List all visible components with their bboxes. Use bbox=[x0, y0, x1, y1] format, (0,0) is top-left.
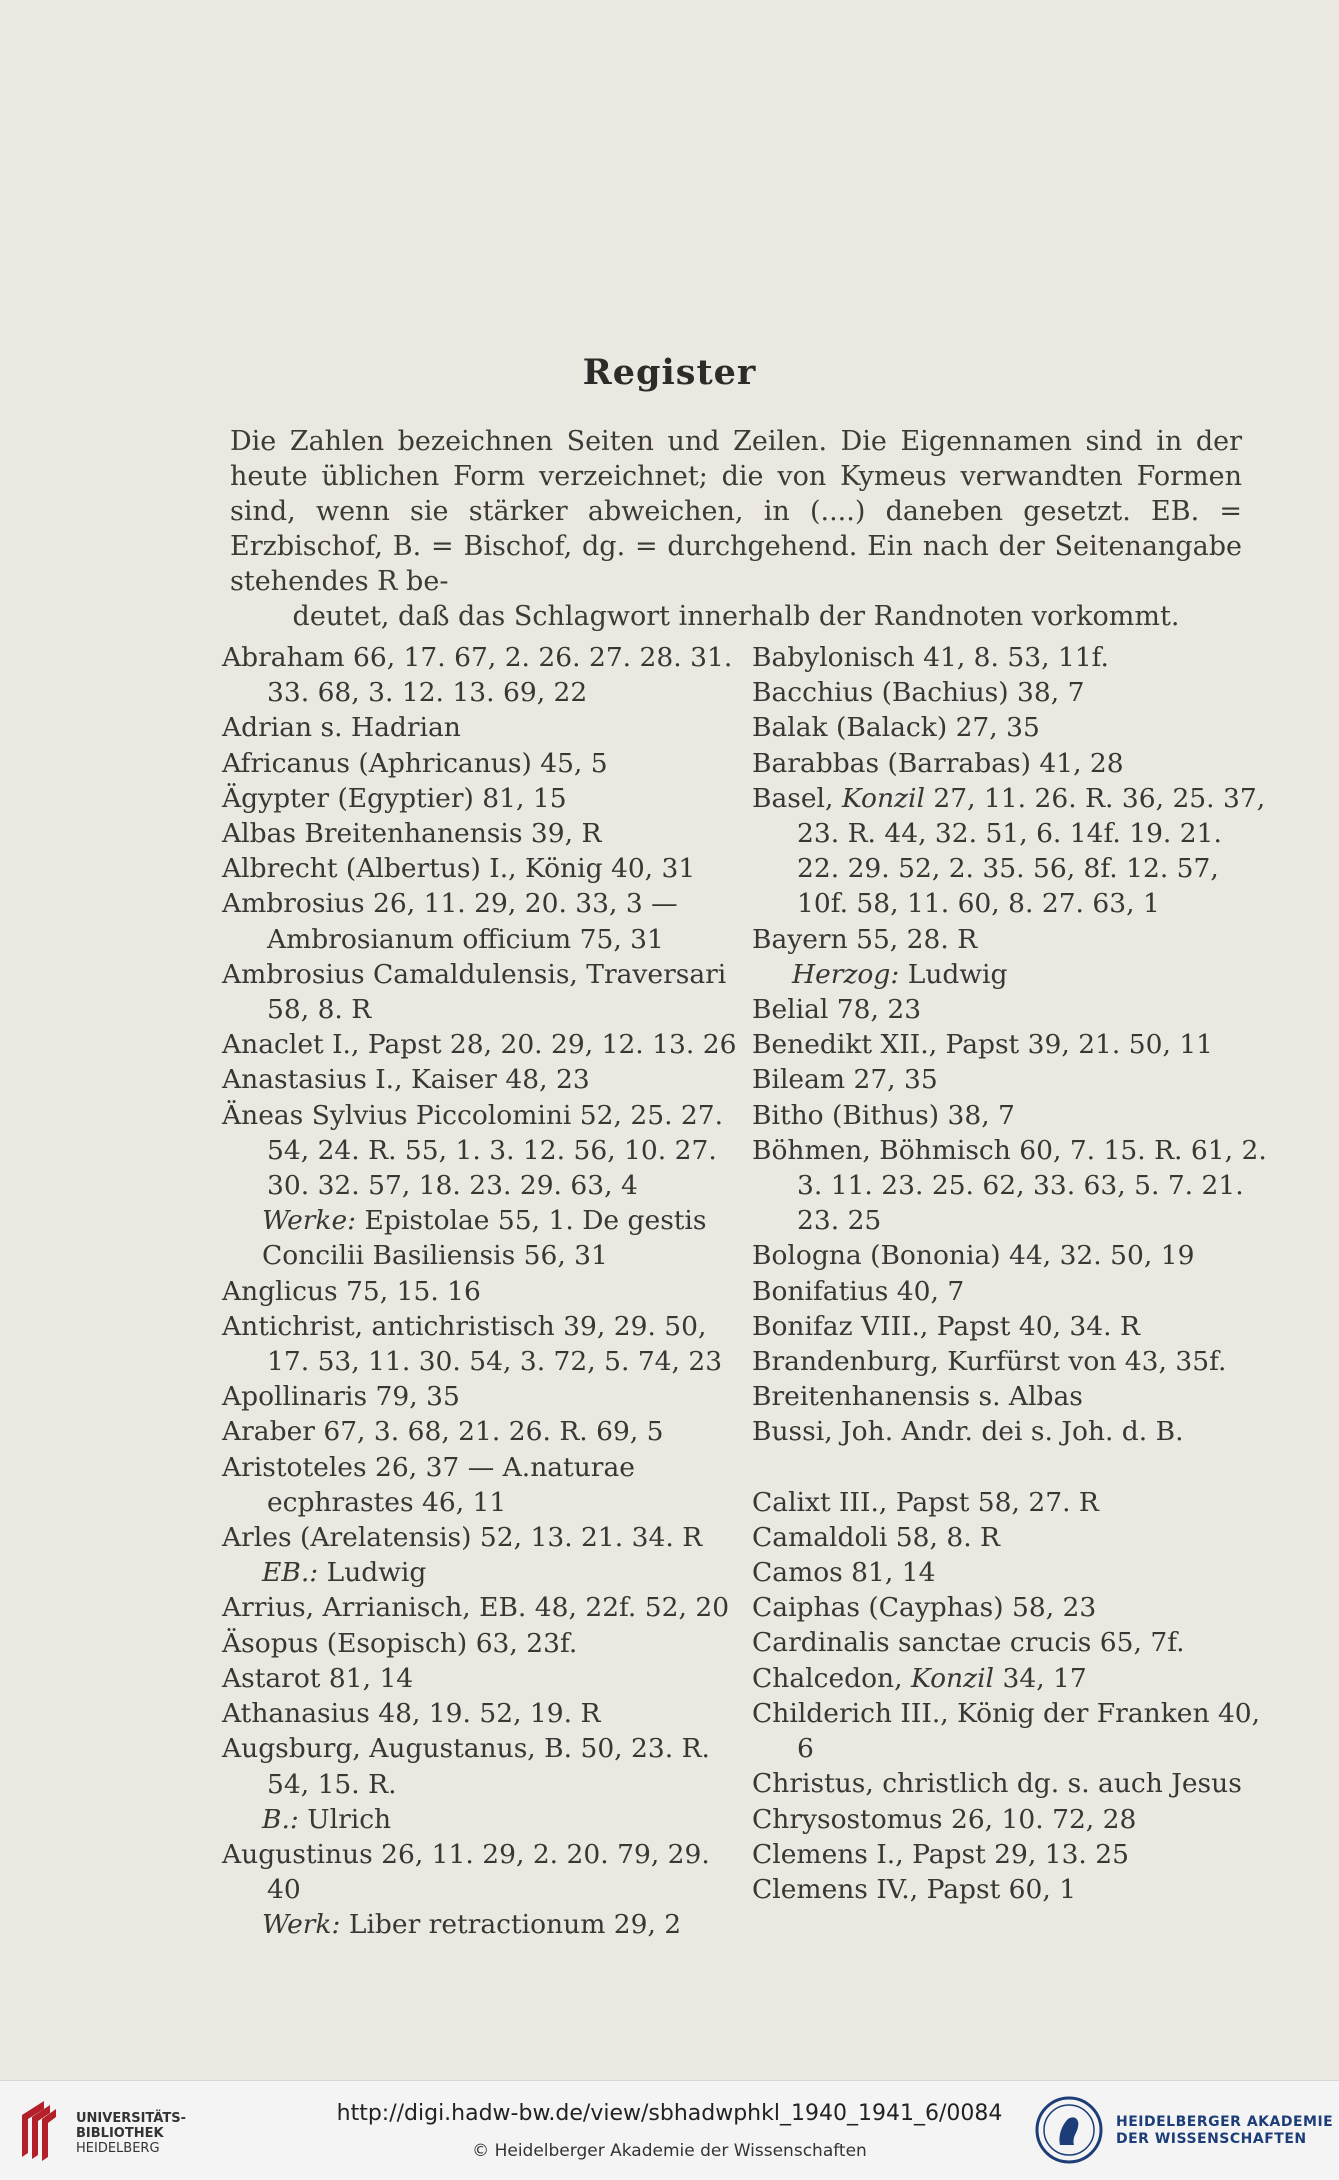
index-entry bbox=[752, 1098, 1272, 1133]
entry-label: Konzil bbox=[841, 782, 925, 814]
index-entry bbox=[752, 640, 1272, 675]
index-entry bbox=[752, 1766, 1272, 1801]
index-entry bbox=[222, 1731, 742, 1801]
library-line-3: HEIDELBERG bbox=[76, 2141, 160, 2156]
index-entry bbox=[752, 1872, 1272, 1907]
index-entry bbox=[222, 1203, 742, 1273]
entry-text: 27, 11. 26. R. 36, 25. 37, 23. R. 44, 32. 51, 6. 14f. 19. 21. 22. 29. 52, 2. 35. 56, 8f. 12. 57, 10f. 58, 11. 60, 8. 27. 63, 1 bbox=[797, 782, 1266, 920]
entry-label: Werk: bbox=[262, 1909, 341, 1941]
entry-text: Barabbas (Barrabas) 41, 28 bbox=[752, 747, 1124, 779]
entry-text: Äneas Sylvius Piccolomini 52, 25. 27. 54, 24. R. 55, 1. 3. 12. 56, 10. 27. 30. 32. 57, 18. 23. 29. 63, 4 bbox=[222, 1099, 724, 1202]
entry-text: Bitho (Bithus) 38, 7 bbox=[752, 1099, 1015, 1131]
intro-paragraph bbox=[230, 424, 1242, 634]
index-entry bbox=[222, 886, 742, 956]
index-entry bbox=[222, 1309, 742, 1379]
index-entry bbox=[222, 640, 742, 710]
entry-text: Bileam 27, 35 bbox=[752, 1064, 938, 1096]
entry-text: Anastasius I., Kaiser 48, 23 bbox=[222, 1064, 590, 1096]
index-entry bbox=[222, 1414, 742, 1449]
index-entry bbox=[752, 992, 1272, 1027]
index-entry bbox=[752, 1027, 1272, 1062]
entry-text: Bacchius (Bachius) 38, 7 bbox=[752, 677, 1085, 709]
entry-text: Benedikt XII., Papst 39, 21. 50, 11 bbox=[752, 1029, 1214, 1061]
index-entry bbox=[752, 1696, 1272, 1766]
index-entry bbox=[752, 746, 1272, 781]
index-entry bbox=[752, 1238, 1272, 1273]
index-entry bbox=[752, 1274, 1272, 1309]
academy-name bbox=[1116, 2114, 1333, 2148]
academy-line-2: DER WISSENSCHAFTEN bbox=[1116, 2131, 1307, 2147]
entry-text: Ägypter (Egyptier) 81, 15 bbox=[222, 782, 567, 814]
entry-text: Liber retractionum 29, 2 bbox=[348, 1909, 682, 1941]
index-entry bbox=[752, 1661, 1272, 1696]
index-entry bbox=[752, 1133, 1272, 1239]
index-entry bbox=[222, 1802, 742, 1837]
entry-text: Anglicus 75, 15. 16 bbox=[222, 1275, 481, 1307]
entry-text: Epistolae 55, 1. De gestis Concilii Basiliensis 56, 31 bbox=[262, 1205, 707, 1272]
index-entry bbox=[222, 1590, 742, 1625]
entry-text: Babylonisch 41, 8. 53, 11f. bbox=[752, 642, 1109, 673]
entry-text: Ulrich bbox=[307, 1803, 392, 1835]
index-entry bbox=[222, 1555, 742, 1590]
index-entry bbox=[752, 922, 1272, 957]
entry-text: Bonifaz VIII., Papst 40, 34. R bbox=[752, 1310, 1140, 1342]
index-entry bbox=[222, 1379, 742, 1414]
entry-text: 34, 17 bbox=[1002, 1662, 1087, 1694]
index-entry bbox=[222, 1696, 742, 1731]
entry-label: Herzog: bbox=[792, 958, 900, 990]
index-entry bbox=[222, 710, 742, 745]
entry-label: Konzil bbox=[911, 1662, 995, 1694]
index-entry bbox=[222, 1062, 742, 1097]
intro-text: Die Zahlen bezeichnen Seiten und Zeilen. Die Eigennamen sind in der heute üblichen Form verzeichnet; die von Kymeus verwandten Formen sind, wenn sie stärker abweichen, in (....) daneben gesetzt. EB. = Erzbischof, B. = Bischof, dg. = durchgehend. Ein nach der Seitenangabe stehendes R be- bbox=[230, 426, 1242, 597]
entry-text: Chrysostomus 26, 10. 72, 28 bbox=[752, 1803, 1137, 1835]
entry-text: Clemens I., Papst 29, 13. 25 bbox=[752, 1838, 1130, 1870]
entry-text: Augustinus 26, 11. 29, 2. 20. 79, 29. 40 bbox=[222, 1838, 710, 1906]
entry-text: Africanus (Aphricanus) 45, 5 bbox=[222, 747, 608, 779]
entry-prefix: Chalcedon, bbox=[752, 1662, 903, 1694]
index-entry bbox=[222, 816, 742, 851]
entry-label: Werke: bbox=[262, 1205, 357, 1237]
entry-text: Camaldoli 58, 8. R bbox=[752, 1521, 1000, 1553]
index-entry bbox=[752, 1309, 1272, 1344]
entry-text: Brandenburg, Kurfürst von 43, 35f. bbox=[752, 1346, 1227, 1378]
entry-text: Böhmen, Böhmisch 60, 7. 15. R. 61, 2. 3. 11. 23. 25. 62, 33. 63, 5. 7. 21. 23. 25 bbox=[752, 1134, 1267, 1237]
index-entry bbox=[222, 746, 742, 781]
index-entry bbox=[752, 1555, 1272, 1590]
entry-text: Arles (Arelatensis) 52, 13. 21. 34. R bbox=[222, 1522, 703, 1554]
footer-bar bbox=[0, 2080, 1339, 2180]
index-column-right bbox=[752, 640, 1272, 1907]
entry-text: Caiphas (Cayphas) 58, 23 bbox=[752, 1592, 1097, 1624]
index-entry bbox=[752, 1625, 1272, 1660]
entry-text: Antichrist, antichristisch 39, 29. 50, 17. 53, 11. 30. 54, 3. 72, 5. 74, 23 bbox=[222, 1310, 723, 1378]
index-entry bbox=[222, 1661, 742, 1696]
entry-text: Bologna (Bononia) 44, 32. 50, 19 bbox=[752, 1240, 1195, 1272]
library-line-2: BIBLIOTHEK bbox=[76, 2126, 164, 2141]
entry-text: Albas Breitenhanensis 39, R bbox=[222, 818, 602, 850]
index-entry bbox=[222, 1450, 742, 1520]
academy-seal-icon bbox=[1034, 2095, 1104, 2165]
intro-last-line: deutet, daß das Schlagwort innerhalb der Randnoten vorkommt. bbox=[292, 601, 1180, 632]
index-entry bbox=[752, 1802, 1272, 1837]
entry-text: Clemens IV., Papst 60, 1 bbox=[752, 1873, 1077, 1905]
document-url-link[interactable]: http://digi.hadw-bw.de/view/sbhadwphkl_1940_1941_6/0084 bbox=[336, 2101, 1003, 2126]
entry-text: Calixt III., Papst 58, 27. R bbox=[752, 1486, 1099, 1518]
index-entry bbox=[222, 1626, 742, 1661]
entry-text: Astarot 81, 14 bbox=[222, 1662, 414, 1694]
entry-text: Bonifatius 40, 7 bbox=[752, 1275, 965, 1307]
entry-text: Abraham 66, 17. 67, 2. 26. 27. 28. 31. 33. 68, 3. 12. 13. 69, 22 bbox=[222, 642, 733, 709]
index-entry bbox=[222, 1274, 742, 1309]
entry-text: Apollinaris 79, 35 bbox=[222, 1381, 460, 1413]
entry-label: B.: bbox=[262, 1803, 299, 1835]
index-entry bbox=[752, 1379, 1272, 1414]
entry-text: Ambrosius Camaldulensis, Traversari 58, 8. R bbox=[222, 958, 727, 1026]
entry-prefix: Basel, bbox=[752, 782, 834, 814]
index-entry bbox=[752, 710, 1272, 745]
entry-text: Cardinalis sanctae crucis 65, 7f. bbox=[752, 1627, 1185, 1659]
index-entry bbox=[752, 1485, 1272, 1520]
entry-text: Belial 78, 23 bbox=[752, 994, 922, 1026]
entry-text: Aristoteles 26, 37 — A.naturae ecphrastes 46, 11 bbox=[222, 1451, 635, 1518]
entry-text: Bayern 55, 28. R bbox=[752, 923, 978, 955]
index-entry bbox=[222, 1027, 742, 1062]
index-entry bbox=[222, 1837, 742, 1907]
entry-text: Camos 81, 14 bbox=[752, 1557, 936, 1589]
entry-text: Anaclet I., Papst 28, 20. 29, 12. 13. 26 bbox=[222, 1029, 737, 1061]
index-entry bbox=[222, 781, 742, 816]
entry-text: Christus, christlich dg. s. auch Jesus bbox=[752, 1768, 1242, 1800]
entry-text: Adrian s. Hadrian bbox=[222, 712, 461, 744]
index-entry bbox=[752, 1837, 1272, 1872]
entry-text: Albrecht (Albertus) I., König 40, 31 bbox=[222, 853, 696, 885]
index-entry bbox=[222, 1098, 742, 1204]
index-entry bbox=[752, 1062, 1272, 1097]
entry-text: Äsopus (Esopisch) 63, 23f. bbox=[222, 1627, 578, 1659]
entry-text: Childerich III., König der Franken 40, 6 bbox=[752, 1697, 1261, 1765]
page-title: Register bbox=[582, 352, 757, 393]
index-entry bbox=[752, 1520, 1272, 1555]
entry-text: Breitenhanensis s. Albas bbox=[752, 1381, 1083, 1413]
index-entry bbox=[752, 781, 1272, 922]
index-entry bbox=[752, 957, 1272, 992]
entry-text: Bussi, Joh. Andr. dei s. Joh. d. B. bbox=[752, 1416, 1184, 1448]
index-entry bbox=[752, 675, 1272, 710]
library-line-1: UNIVERSITÄTS- bbox=[76, 2111, 186, 2126]
entry-text: Araber 67, 3. 68, 21. 26. R. 69, 5 bbox=[222, 1416, 664, 1448]
entry-label: EB.: bbox=[262, 1557, 319, 1589]
index-column-left bbox=[222, 640, 742, 1943]
entry-text: Arrius, Arrianisch, EB. 48, 22f. 52, 20 bbox=[222, 1592, 730, 1624]
entry-text: Ludwig bbox=[907, 958, 1008, 990]
academy-line-1: HEIDELBERGER AKADEMIE bbox=[1116, 2114, 1334, 2130]
entry-text: Ludwig bbox=[326, 1557, 427, 1589]
index-entry bbox=[222, 957, 742, 1027]
entry-text: Balak (Balack) 27, 35 bbox=[752, 712, 1040, 744]
index-entry bbox=[752, 1344, 1272, 1379]
entry-text: Athanasius 48, 19. 52, 19. R bbox=[222, 1698, 601, 1730]
copyright-notice: © Heidelberger Akademie der Wissenschaften bbox=[472, 2141, 867, 2161]
entry-text: Ambrosius 26, 11. 29, 20. 33, 3 — Ambrosianum officium 75, 31 bbox=[222, 888, 678, 955]
index-entry bbox=[222, 1907, 742, 1942]
index-entry bbox=[222, 1520, 742, 1555]
index-entry bbox=[752, 1590, 1272, 1625]
index-entry bbox=[222, 851, 742, 886]
index-entry bbox=[752, 1414, 1272, 1449]
entry-text: Augsburg, Augustanus, B. 50, 23. R. 54, 15. R. bbox=[222, 1733, 710, 1800]
